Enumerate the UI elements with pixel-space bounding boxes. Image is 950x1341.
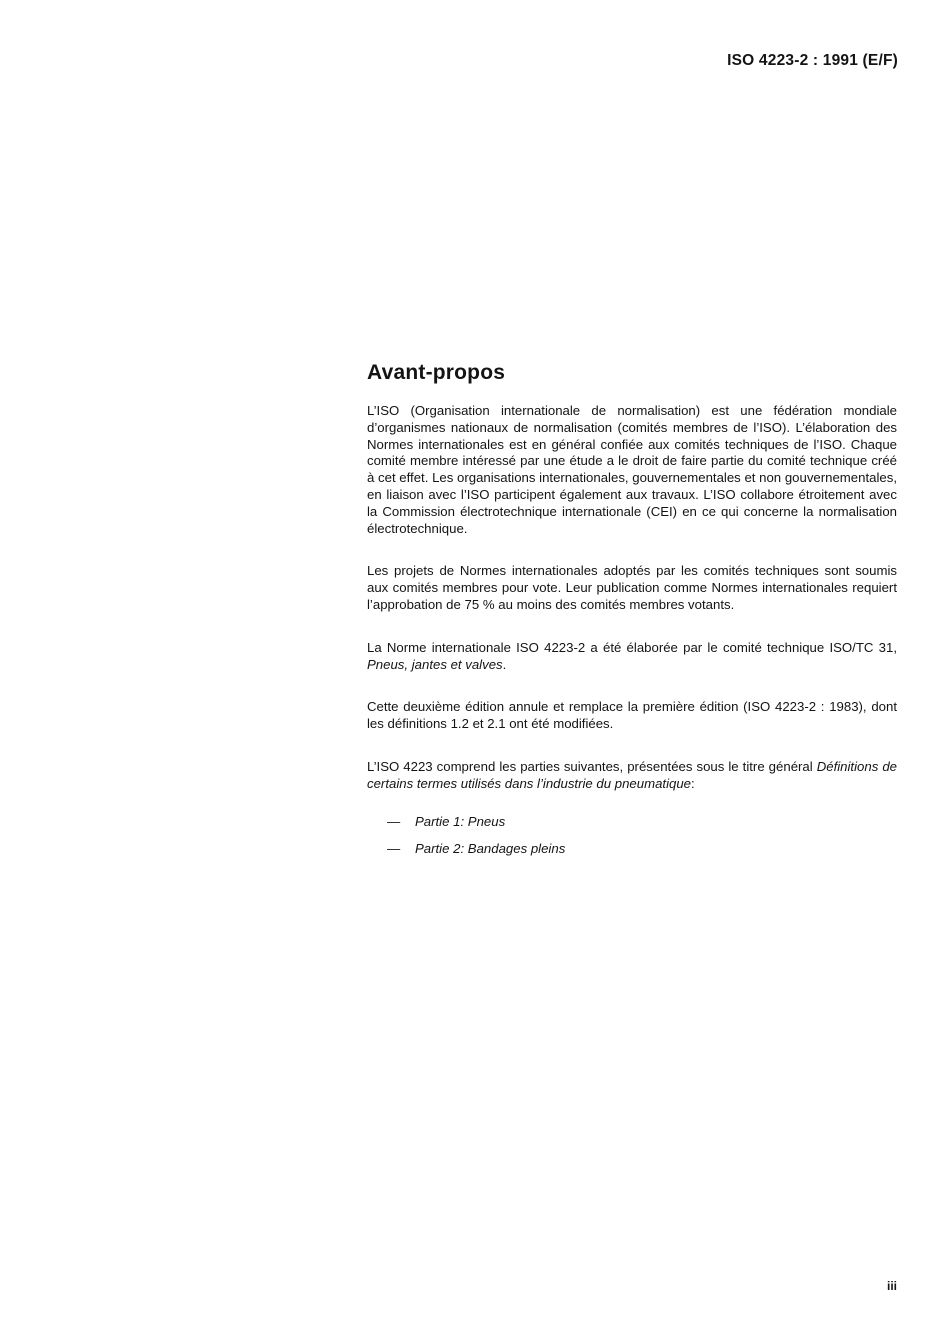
list-dash: — <box>387 841 401 857</box>
paragraph-technical-committee <box>367 640 897 674</box>
paragraph-draft-standards: Les projets de Normes internationales adoptés par les comités techniques sont soumis aux comités membres pour vote. Leur publication comme Normes internationales requiert l’approbation de 75 % au moins des comités membres votants. <box>367 563 897 612</box>
paragraph-iso-organisation: L’ISO (Organisation internationale de normalisation) est une fédération mondiale d’organismes nationaux de normalisation (comités membres de l’ISO). L’élaboration des Normes internationales est en général confiée aux comités techniques de l’ISO. Chaque comité membre intéressé par une étude a le droit de faire partie du comité technique créé à cet effet. Les organisations internationales, gouvernementales et non gouvernementales, en liaison avec l’ISO participent également aux travaux. L’ISO collabore étroitement avec la Commission électrotechnique internationale (CEI) en ce qui concerne la normalisation électrotechnique. <box>367 403 897 536</box>
list-item-label: Partie 1: Pneus <box>415 813 506 829</box>
list-item-label: Partie 2: Bandages pleins <box>415 841 566 857</box>
parts-intro-text: L’ISO 4223 comprend les parties suivantes, présentées sous le titre général <box>367 758 813 774</box>
parts-list <box>367 814 897 859</box>
committee-end: . <box>502 656 507 672</box>
list-item <box>367 814 897 831</box>
paragraph-edition-note: Cette deuxième édition annule et remplace la première édition (ISO 4223-2 : 1983), dont les définitions 1.2 et 2.1 ont été modifiées. <box>367 699 897 732</box>
list-dash: — <box>387 813 401 829</box>
parts-intro-end: : <box>691 775 695 791</box>
document-header: ISO 4223-2 : 1991 (E/F) <box>727 52 898 69</box>
page-number: iii <box>886 1279 897 1293</box>
committee-title: Pneus, jantes et valves <box>367 656 503 672</box>
committee-text: La Norme internationale ISO 4223-2 a été élaborée par le comité technique ISO/TC 31, <box>367 639 897 655</box>
section-title: Avant-propos <box>367 361 506 384</box>
paragraph-parts-intro <box>367 759 897 793</box>
parts-general-title: Définitions de certains termes utilisés dans l’industrie du pneumatique <box>367 758 897 791</box>
foreword-section <box>367 360 897 869</box>
list-item <box>367 841 897 858</box>
